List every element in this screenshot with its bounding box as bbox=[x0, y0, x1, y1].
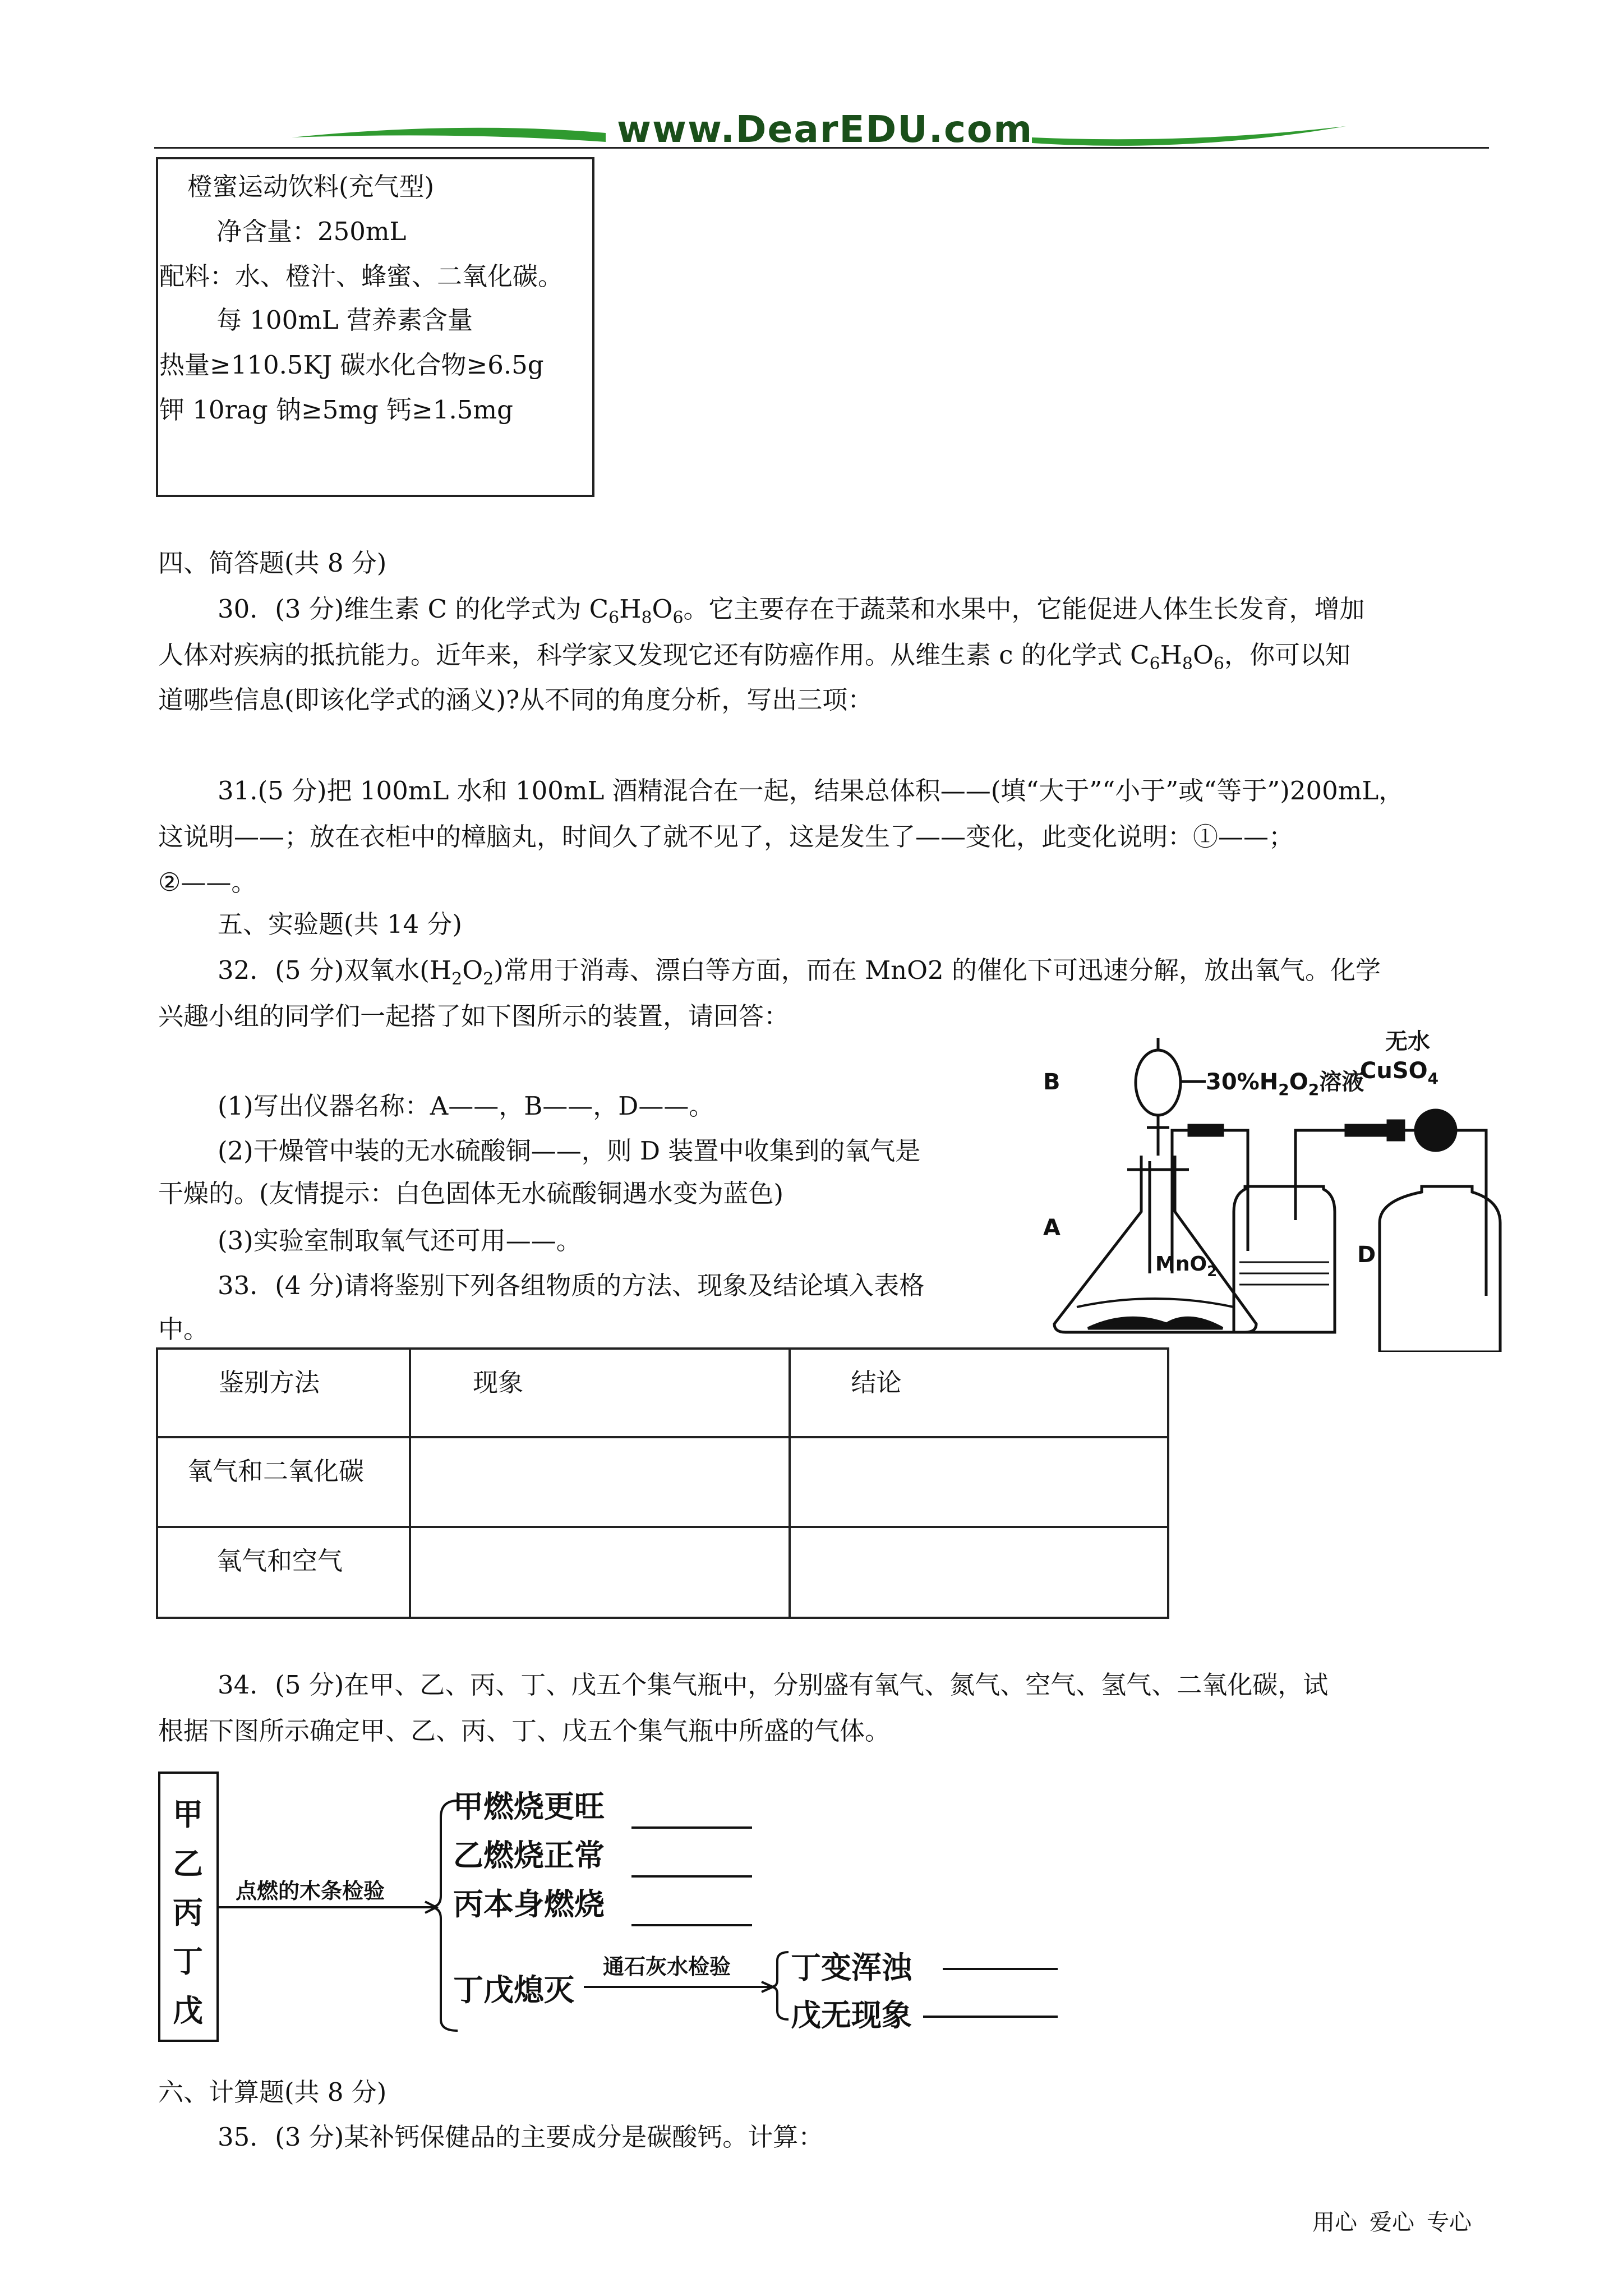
q34-line-1: 34．(5 分)在甲、乙、丙、丁、戊五个集气瓶中，分别盛有氧气、氮气、空气、氢气、二氧化碳，试 bbox=[218, 1670, 1329, 1700]
nutrition-label-box bbox=[156, 157, 594, 497]
q30-line-2: 人体对疾病的抵抗能力。近年来，科学家又发现它还有防癌作用。从维生素 c 的化学式 $C_6H_8O_6$，你可以知 bbox=[158, 640, 1351, 674]
label-a: A bbox=[1043, 1215, 1061, 1241]
q32-part-3: (3)实验室制取氧气还可用——。 bbox=[218, 1226, 582, 1255]
table-header-method: 鉴别方法 bbox=[157, 1349, 410, 1437]
gas-bing: 丙 bbox=[173, 1895, 203, 1930]
table-cell-pair: 氧气和空气 bbox=[157, 1527, 410, 1618]
nutrient-line-2: 钾 10rag 钠≥5mg 钙≥1.5mg bbox=[159, 395, 513, 425]
table-header-phenomenon: 现象 bbox=[410, 1349, 789, 1437]
result-bing: 丙本身燃烧 bbox=[453, 1887, 605, 1922]
table-row bbox=[157, 1437, 1168, 1527]
mno2-label: MnO$_2$ bbox=[1155, 1253, 1218, 1280]
table-cell-blank[interactable] bbox=[410, 1527, 789, 1618]
footer-slogan bbox=[1312, 2205, 1484, 2237]
gas-ding: 丁 bbox=[173, 1944, 203, 1979]
q32-part-2-cont: 干燥的。(友情提示：白色固体无水硫酸铜遇水变为蓝色) bbox=[158, 1179, 784, 1208]
q30-line-1: 30．(3 分)维生素 C 的化学式为 $C_6H_8O_6$。它主要存在于蔬菜和水果中，它能促进人体生长发育，增加 bbox=[218, 594, 1365, 628]
q31-line-1: 31.(5 分)把 100mL 水和 100mL 酒精混合在一起，结果总体积——(填“大于”“小于”或“等于”)200mL， bbox=[218, 776, 1404, 806]
q30-line-3: 道哪些信息(即该化学式的涵义)?从不同的角度分析，写出三项： bbox=[158, 685, 873, 715]
gas-list-box bbox=[158, 1772, 219, 2042]
table-cell-blank[interactable] bbox=[790, 1437, 1168, 1527]
q33-line-2: 中。 bbox=[158, 1314, 209, 1344]
test-wood-strip: 点燃的木条检验 bbox=[236, 1879, 385, 1903]
flow-arrows bbox=[216, 1767, 1069, 2047]
table-cell-pair: 氧气和二氧化碳 bbox=[157, 1437, 410, 1527]
drink-title: 橙蜜运动饮料(充气型) bbox=[187, 172, 435, 201]
gas-jia: 甲 bbox=[173, 1797, 203, 1832]
ingredients: 配料：水、橙汁、蜂蜜、二氧化碳。 bbox=[159, 261, 564, 291]
net-content: 净含量：250mL bbox=[216, 217, 407, 246]
cuso4-label-2: CuSO$_4$ bbox=[1360, 1058, 1439, 1088]
q32-part-1: (1)写出仪器名称：A——，B——，D——。 bbox=[218, 1091, 714, 1121]
result-wu: 戊无现象 bbox=[791, 1998, 912, 2033]
table-cell-blank[interactable] bbox=[790, 1527, 1168, 1618]
result-jia: 甲燃烧更旺 bbox=[453, 1789, 605, 1824]
footer-word: 用心 bbox=[1312, 2210, 1357, 2235]
q31-line-3: ②——。 bbox=[158, 867, 257, 897]
q32-line-2: 兴趣小组的同学们一起搭了如下图所示的装置，请回答： bbox=[158, 1001, 790, 1031]
label-d: D bbox=[1357, 1242, 1376, 1268]
result-yi: 乙燃烧正常 bbox=[453, 1838, 605, 1873]
site-logo-text[interactable]: www.DearEDU.com bbox=[617, 108, 1034, 151]
label-b: B bbox=[1043, 1069, 1061, 1095]
table-row bbox=[157, 1527, 1168, 1618]
table-header-conclusion: 结论 bbox=[790, 1349, 1168, 1437]
q34-line-2: 根据下图所示确定甲、乙、丙、丁、戊五个集气瓶中所盛的气体。 bbox=[158, 1716, 891, 1746]
cuso4-label-1: 无水 bbox=[1385, 1029, 1430, 1055]
nutrient-line-1: 热量≥110.5KJ 碳水化合物≥6.5g bbox=[159, 350, 544, 380]
nutrient-header: 每 100mL 营养素含量 bbox=[216, 305, 473, 335]
oxygen-apparatus-diagram bbox=[1043, 1027, 1503, 1352]
section-4-title: 四、简答题(共 8 分) bbox=[158, 548, 387, 578]
gas-yi: 乙 bbox=[173, 1846, 203, 1881]
result-ding-wu: 丁戊熄灭 bbox=[453, 1972, 574, 2008]
table-cell-blank[interactable] bbox=[410, 1437, 789, 1527]
h2o2-label: $30\%H_2O_2$溶液 bbox=[1206, 1069, 1364, 1099]
q33-line-1: 33．(4 分)请将鉴别下列各组物质的方法、现象及结论填入表格 bbox=[218, 1271, 925, 1300]
identification-table bbox=[156, 1347, 1169, 1619]
q32-part-2: (2)干燥管中装的无水硫酸铜——，则 D 装置中收集到的氧气是 bbox=[218, 1136, 921, 1166]
q35-line-1: 35．(3 分)某补钙保健品的主要成分是碳酸钙。计算： bbox=[218, 2122, 824, 2152]
section-6-title: 六、计算题(共 8 分) bbox=[158, 2077, 387, 2107]
result-ding: 丁变浑浊 bbox=[791, 1950, 912, 1985]
footer-word: 爱心 bbox=[1370, 2210, 1414, 2235]
gas-wu: 戊 bbox=[173, 1993, 203, 2028]
q32-line-1: 32．(5 分)双氧水$(H_2O_2)$常用于消毒、漂白等方面，而在 MnO2 的催化下可迅速分解，放出氧气。化学 bbox=[218, 955, 1381, 989]
test-limewater: 通石灰水检验 bbox=[603, 1954, 731, 1979]
footer-word: 专心 bbox=[1427, 2210, 1472, 2235]
section-5-title: 五、实验题(共 14 分) bbox=[218, 909, 462, 939]
q31-line-2: 这说明——；放在衣柜中的樟脑丸，时间久了就不见了，这是发生了——变化，此变化说明：①——； bbox=[158, 822, 1294, 852]
